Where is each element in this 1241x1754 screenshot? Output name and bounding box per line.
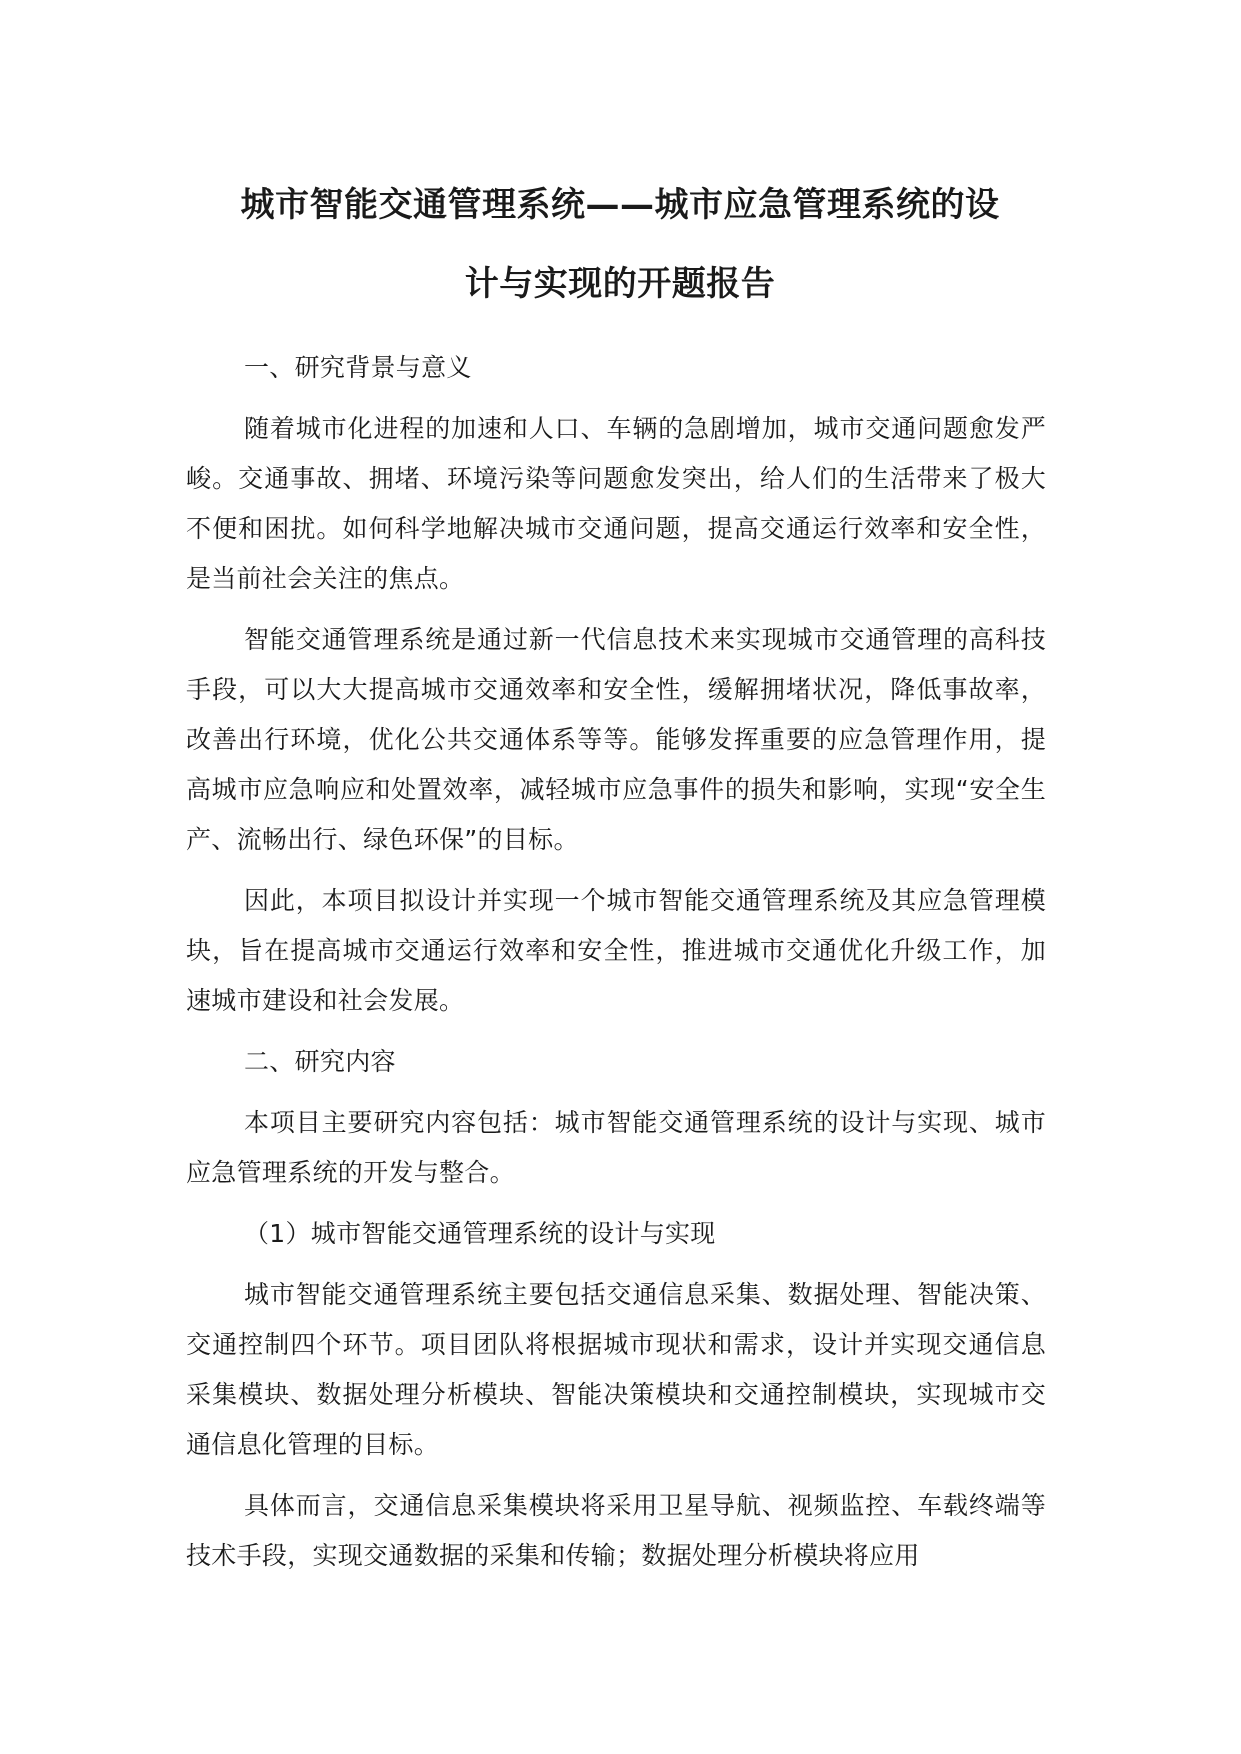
paragraph: 智能交通管理系统是通过新一代信息技术来实现城市交通管理的高科技手段，可以大大提高城市交通效率和安全性，缓解拥堵状况，降低事故率，改善出行环境，优化公共交通体系等等。能够发挥重要的应急管理作用，提高城市应急响应和处置效率，减轻城市应急事件的损失和影响，实现“安全生产、流畅出行、绿色环保”的目标。 (186, 625, 1046, 854)
paragraph: 具体而言，交通信息采集模块将采用卫星导航、视频监控、车载终端等技术手段，实现交通数据的采集和传输；数据处理分析模块将应用 (186, 1491, 1046, 1570)
paragraph: 城市智能交通管理系统主要包括交通信息采集、数据处理、智能决策、交通控制四个环节。项目团队将根据城市现状和需求，设计并实现交通信息采集模块、数据处理分析模块、智能决策模块和交通控制模块，实现城市交通信息化管理的目标。 (186, 1280, 1046, 1459)
section-heading: 一、研究背景与意义 (244, 353, 472, 382)
section-heading: 二、研究内容 (244, 1047, 396, 1076)
paragraph: 随着城市化进程的加速和人口、车辆的急剧增加，城市交通问题愈发严峻。交通事故、拥堵、环境污染等问题愈发突出，给人们的生活带来了极大不便和困扰。如何科学地解决城市交通问题，提高交通运行效率和安全性，是当前社会关注的焦点。 (186, 414, 1046, 593)
document-body (186, 343, 1046, 1592)
paragraph: 本项目主要研究内容包括：城市智能交通管理系统的设计与实现、城市应急管理系统的开发与整合。 (186, 1108, 1046, 1187)
paragraph: 因此，本项目拟设计并实现一个城市智能交通管理系统及其应急管理模块，旨在提高城市交通运行效率和安全性，推进城市交通优化升级工作，加速城市建设和社会发展。 (186, 886, 1046, 1015)
subsection-heading: （1）城市智能交通管理系统的设计与实现 (244, 1219, 716, 1248)
document-title-line-1: 城市智能交通管理系统——城市应急管理系统的设 (240, 185, 1000, 225)
document-title-line-2: 计与实现的开题报告 (464, 264, 776, 304)
